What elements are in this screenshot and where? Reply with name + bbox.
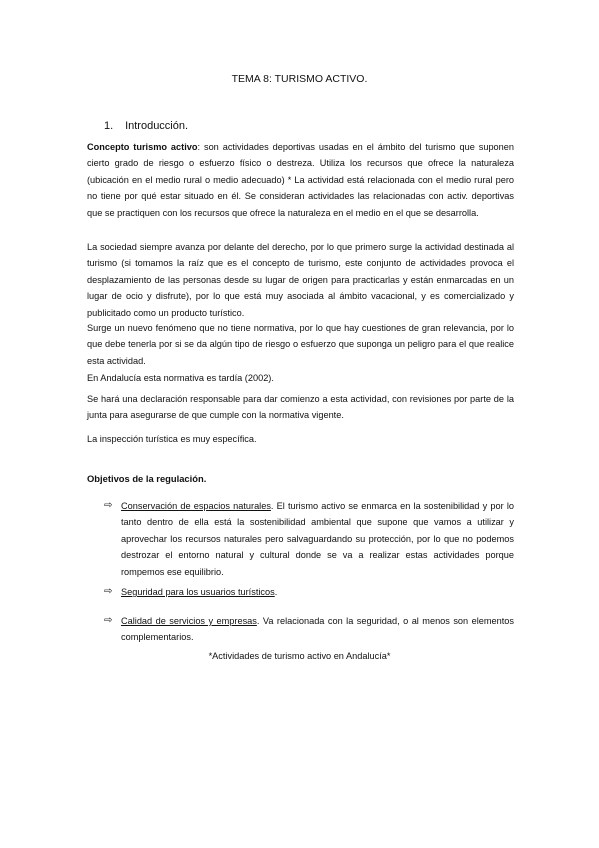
objective-description: . El turismo activo se enmarca en la sostenibilidad y por lo tanto dentro de ella está la sostenibilidad ambiental que supone que vamos a utilizar y aprovechar los recursos naturales pero salvaguardando su protección, por lo que no podemos destrozar el entorno natural y cultural donde se va a realizar estas actividades porque rompemos ese equilibrio.	[121, 501, 514, 577]
objectives-heading: Objetivos de la regulación.	[87, 473, 207, 484]
paragraph-andalucia: En Andalucía esta normativa es tardía (2002).	[87, 373, 274, 383]
paragraph-concepto-text: : son actividades deportivas usadas en el ámbito del turismo que suponen cierto grado de riesgo o esfuerzo físico o destreza. Utiliza los recursos que ofrece la naturaleza (ubicación en el medio rural o medio adecuado) * La actividad está relacionada con el medio rural pero no tiene por qué estar situado en él. Se consideran actividades las relacionadas con activ. deportivas que se practiquen con los recursos que ofrece la naturaleza en el medio en el que se desarrolla.	[87, 142, 514, 218]
section-number: 1.	[104, 120, 114, 132]
objective-item	[104, 498, 514, 580]
objective-text	[121, 584, 514, 600]
section-heading-text: Introducción.	[125, 120, 189, 132]
objective-label: Seguridad para los usuarios turísticos	[121, 587, 275, 597]
right-arrow-icon: ⇨	[104, 615, 113, 626]
objective-description: .	[274, 587, 278, 597]
objective-label: Conservación de espacios naturales	[121, 501, 271, 511]
document-title: TEMA 8: TURISMO ACTIVO.	[231, 73, 368, 85]
right-arrow-icon: ⇨	[104, 586, 113, 597]
paragraph-nuevo-fenomeno: Surge un nuevo fenómeno que no tiene normativa, por lo que hay cuestiones de gran relevancia, por lo que debe tenerla por si se da algún tipo de riesgo o esfuerzo que suponga un peligro para el que realice esta actividad.	[87, 323, 514, 366]
footnote-actividades: *Actividades de turismo activo en Andalucía*	[208, 651, 391, 661]
objective-text	[121, 613, 514, 646]
objective-item	[104, 584, 514, 600]
section-heading-introduccion	[104, 120, 188, 132]
term-concepto-turismo-activo: Concepto turismo activo	[87, 142, 198, 152]
objective-description: . Va relacionada con la seguridad, o al menos son elementos complementarios.	[121, 616, 514, 643]
objective-text	[121, 498, 514, 580]
objective-label: Calidad de servicios y empresas	[121, 616, 257, 626]
paragraph-declaracion: Se hará una declaración responsable para dar comienzo a esta actividad, con revisiones por parte de la junta para asegurarse de que cumple con la normativa vigente.	[87, 394, 514, 421]
right-arrow-icon: ⇨	[104, 500, 113, 511]
objective-item	[104, 613, 514, 646]
paragraph-concepto	[87, 139, 514, 221]
paragraph-sociedad: La sociedad siempre avanza por delante del derecho, por lo que primero surge la actividad destinada al turismo (si tomamos la raíz que es el concepto de turismo, este conjunto de actividades provoca el desplazamiento de las personas desde su lugar de origen para practicarlas y están enmarcadas en un lugar de ocio y disfrute), por lo que está muy asociada al ámbito vacacional, y es comercializado y publicitado como un producto turístico.	[87, 242, 514, 318]
paragraph-inspeccion: La inspección turística es muy específica.	[87, 434, 257, 444]
